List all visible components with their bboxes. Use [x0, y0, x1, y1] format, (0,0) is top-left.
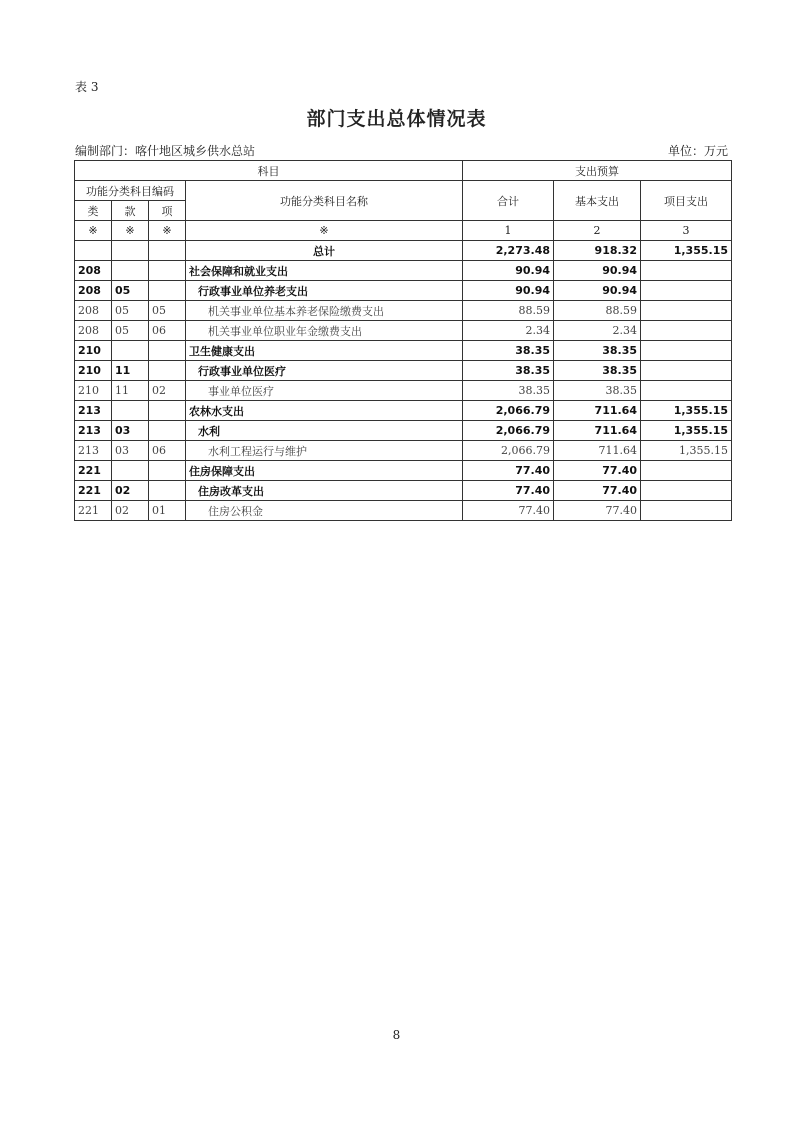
col-index-1: 1 [463, 221, 554, 241]
row-xiang [149, 421, 186, 441]
row-name: 行政事业单位医疗 [186, 361, 463, 381]
row-name: 卫生健康支出 [186, 341, 463, 361]
row-name: 事业单位医疗 [186, 381, 463, 401]
row-total: 2.34 [463, 321, 554, 341]
row-lei: 221 [75, 461, 112, 481]
header-code-group: 功能分类科目编码 [75, 181, 186, 201]
row-kuan: 03 [112, 441, 149, 461]
mark-xiang: ※ [149, 221, 186, 241]
row-basic: 77.40 [554, 481, 641, 501]
row-basic: 2.34 [554, 321, 641, 341]
row-project [641, 381, 732, 401]
page-number: 8 [392, 1028, 401, 1042]
row-basic: 77.40 [554, 461, 641, 481]
row-name: 住房保障支出 [186, 461, 463, 481]
mark-kuan: ※ [112, 221, 149, 241]
row-basic: 90.94 [554, 281, 641, 301]
row-name: 水利 [186, 421, 463, 441]
row-kuan [112, 261, 149, 281]
row-lei: 208 [75, 321, 112, 341]
table-row [75, 301, 732, 321]
row-total: 77.40 [463, 501, 554, 521]
row-lei: 210 [75, 341, 112, 361]
row-lei: 221 [75, 481, 112, 501]
row-basic: 711.64 [554, 401, 641, 421]
total-label: 总计 [186, 241, 463, 261]
row-project: 1,355.15 [641, 421, 732, 441]
header-subject: 科目 [75, 161, 463, 181]
row-project [641, 481, 732, 501]
header-kuan: 款 [112, 201, 149, 221]
row-xiang [149, 461, 186, 481]
row-xiang [149, 361, 186, 381]
header-xiang: 项 [149, 201, 186, 221]
table-row [75, 421, 732, 441]
row-name: 机关事业单位职业年金缴费支出 [186, 321, 463, 341]
row-kuan: 03 [112, 421, 149, 441]
row-lei: 213 [75, 441, 112, 461]
row-project [641, 301, 732, 321]
table-row [75, 481, 732, 501]
row-kuan: 05 [112, 281, 149, 301]
total-project: 1,355.15 [641, 241, 732, 261]
row-name: 农林水支出 [186, 401, 463, 421]
row-basic: 711.64 [554, 421, 641, 441]
row-total: 2,066.79 [463, 441, 554, 461]
row-kuan: 11 [112, 381, 149, 401]
row-project [641, 321, 732, 341]
row-xiang [149, 401, 186, 421]
page-title: 部门支出总体情况表 [306, 108, 487, 130]
row-basic: 38.35 [554, 341, 641, 361]
row-basic: 711.64 [554, 441, 641, 461]
header-project: 项目支出 [641, 181, 732, 221]
total-row [75, 241, 732, 261]
header-basic: 基本支出 [554, 181, 641, 221]
row-name: 水利工程运行与维护 [186, 441, 463, 461]
mark-lei: ※ [75, 221, 112, 241]
row-total: 77.40 [463, 461, 554, 481]
row-name: 住房公积金 [186, 501, 463, 521]
row-lei: 210 [75, 381, 112, 401]
row-xiang [149, 341, 186, 361]
row-lei: 208 [75, 281, 112, 301]
row-kuan [112, 461, 149, 481]
table-label: 表 3 [75, 80, 99, 94]
department-label: 编制部门：喀什地区城乡供水总站 [75, 144, 256, 158]
row-total: 90.94 [463, 261, 554, 281]
total-amount: 2,273.48 [463, 241, 554, 261]
row-project [641, 341, 732, 361]
row-name: 行政事业单位养老支出 [186, 281, 463, 301]
row-project [641, 361, 732, 381]
row-project [641, 261, 732, 281]
row-total: 38.35 [463, 381, 554, 401]
row-name: 住房改革支出 [186, 481, 463, 501]
row-name: 机关事业单位基本养老保险缴费支出 [186, 301, 463, 321]
row-lei: 208 [75, 301, 112, 321]
row-xiang [149, 261, 186, 281]
row-name: 社会保障和就业支出 [186, 261, 463, 281]
row-xiang: 05 [149, 301, 186, 321]
unit-label: 单位：万元 [667, 144, 728, 158]
row-lei: 210 [75, 361, 112, 381]
row-kuan [112, 401, 149, 421]
row-basic: 88.59 [554, 301, 641, 321]
table-row [75, 461, 732, 481]
row-project: 1,355.15 [641, 401, 732, 421]
row-basic: 38.35 [554, 381, 641, 401]
expenditure-table [74, 160, 732, 521]
row-xiang: 02 [149, 381, 186, 401]
row-xiang: 01 [149, 501, 186, 521]
row-total: 38.35 [463, 341, 554, 361]
row-xiang: 06 [149, 441, 186, 461]
header-total: 合计 [463, 181, 554, 221]
row-lei: 221 [75, 501, 112, 521]
table-row [75, 341, 732, 361]
row-kuan: 05 [112, 321, 149, 341]
table-row [75, 321, 732, 341]
row-lei: 208 [75, 261, 112, 281]
row-kuan: 02 [112, 501, 149, 521]
table-row [75, 261, 732, 281]
row-basic: 77.40 [554, 501, 641, 521]
row-total: 77.40 [463, 481, 554, 501]
table-row [75, 381, 732, 401]
total-basic: 918.32 [554, 241, 641, 261]
row-total: 90.94 [463, 281, 554, 301]
row-project [641, 281, 732, 301]
header-name: 功能分类科目名称 [186, 181, 463, 221]
row-kuan: 02 [112, 481, 149, 501]
row-xiang [149, 281, 186, 301]
row-kuan [112, 341, 149, 361]
table-row [75, 361, 732, 381]
row-xiang: 06 [149, 321, 186, 341]
row-project: 1,355.15 [641, 441, 732, 461]
row-project [641, 461, 732, 481]
mark-name: ※ [186, 221, 463, 241]
header-lei: 类 [75, 201, 112, 221]
row-kuan: 05 [112, 301, 149, 321]
row-project [641, 501, 732, 521]
row-total: 88.59 [463, 301, 554, 321]
row-total: 2,066.79 [463, 401, 554, 421]
row-lei: 213 [75, 401, 112, 421]
row-total: 38.35 [463, 361, 554, 381]
table-row [75, 441, 732, 461]
row-basic: 38.35 [554, 361, 641, 381]
table-row [75, 501, 732, 521]
row-xiang [149, 481, 186, 501]
header-budget: 支出预算 [463, 161, 732, 181]
table-row [75, 401, 732, 421]
col-index-3: 3 [641, 221, 732, 241]
row-basic: 90.94 [554, 261, 641, 281]
row-lei: 213 [75, 421, 112, 441]
row-total: 2,066.79 [463, 421, 554, 441]
col-index-2: 2 [554, 221, 641, 241]
table-row [75, 281, 732, 301]
row-kuan: 11 [112, 361, 149, 381]
